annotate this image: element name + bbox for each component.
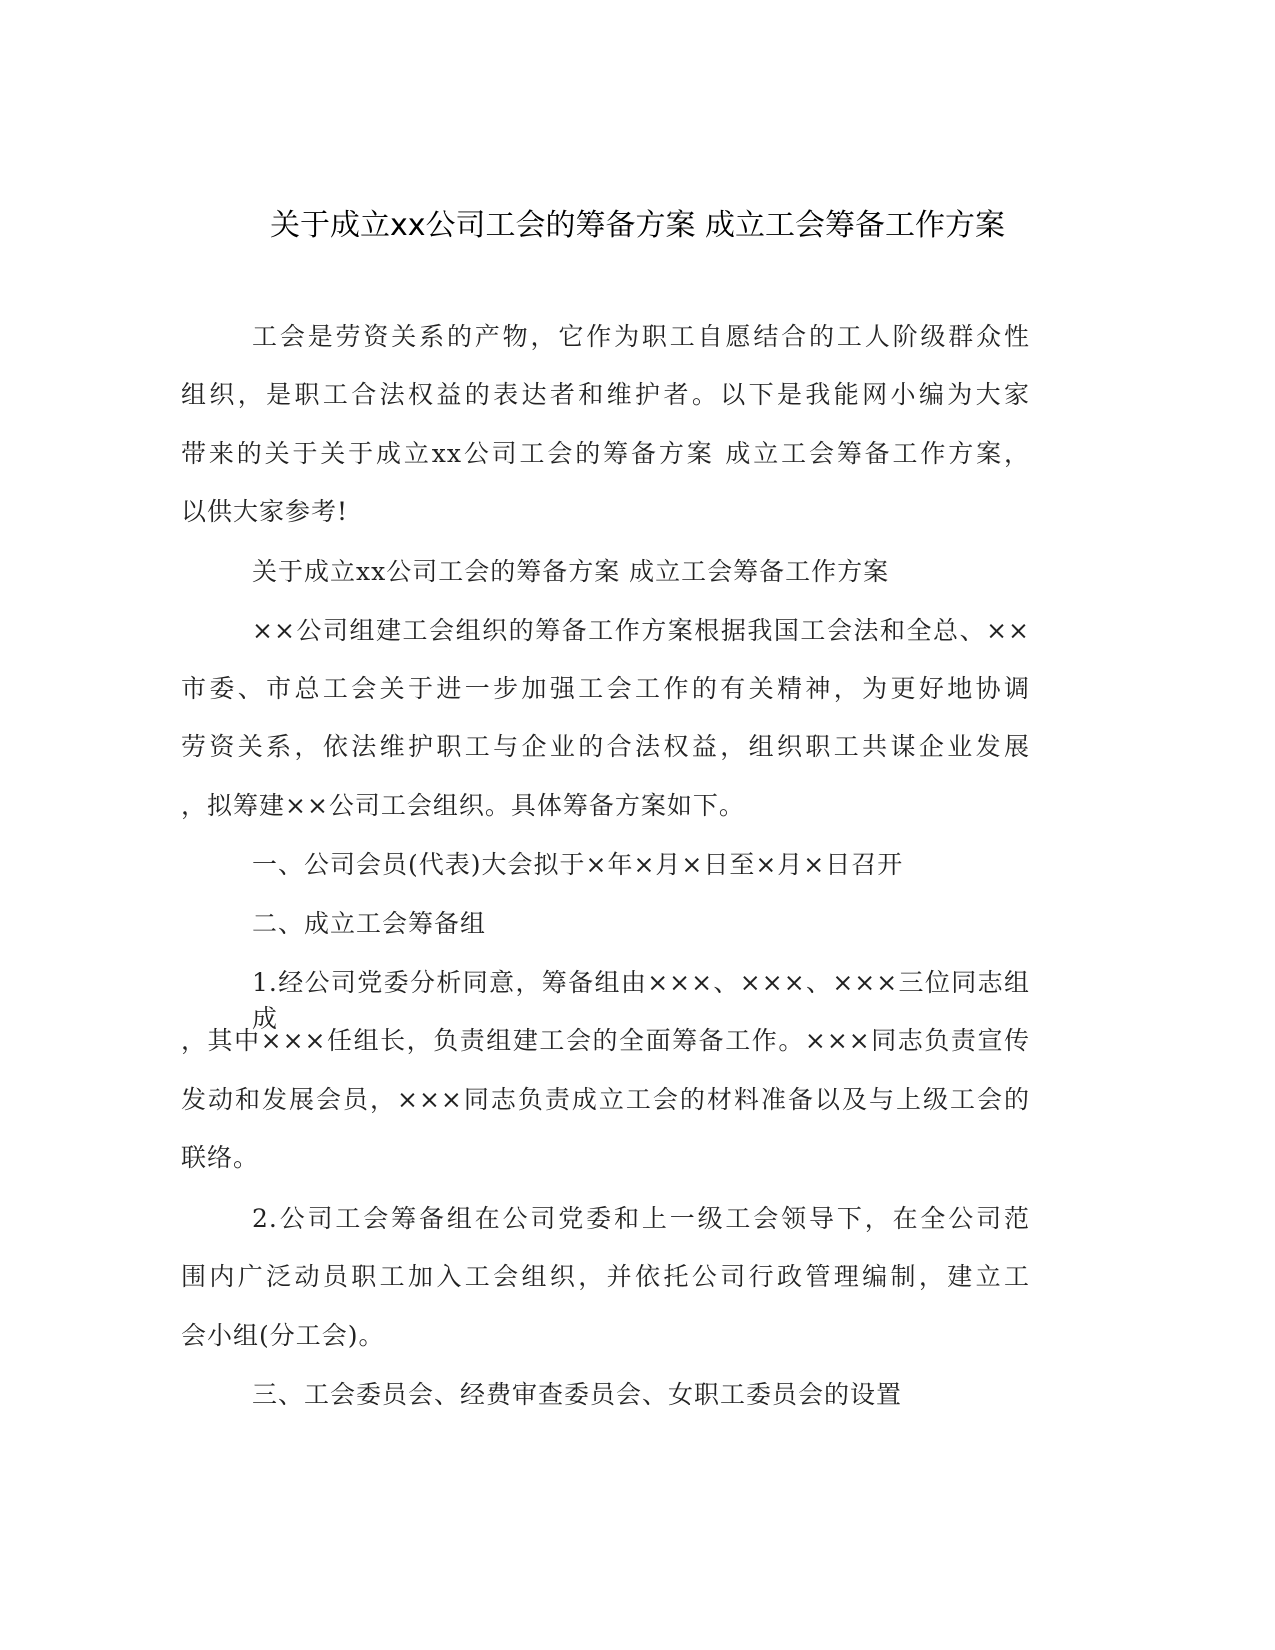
body-line: 围内广泛动员职工加入工会组织，并依托公司行政管理编制，建立工 bbox=[181, 1262, 1030, 1291]
section-heading: 二、成立工会筹备组 bbox=[252, 909, 487, 938]
body-line: 联络。 bbox=[181, 1143, 260, 1172]
body-line: 发动和发展会员，×××同志负责成立工会的材料准备以及与上级工会的 bbox=[181, 1085, 1030, 1114]
section-heading: 一、公司会员(代表)大会拟于×年×月×日至×月×日召开 bbox=[252, 850, 904, 879]
body-line: 2.公司工会筹备组在公司党委和上一级工会领导下，在全公司范 bbox=[252, 1204, 1030, 1233]
body-line: 工会是劳资关系的产物，它作为职工自愿结合的工人阶级群众性 bbox=[252, 322, 1030, 351]
body-line: 组织，是职工合法权益的表达者和维护者。以下是我能网小编为大家 bbox=[181, 380, 1030, 409]
body-line: ××公司组建工会组织的筹备工作方案根据我国工会法和全总、×× bbox=[252, 616, 1030, 645]
body-line: 1.经公司党委分析同意，筹备组由×××、×××、×××三位同志组成 bbox=[252, 968, 1030, 1033]
body-line: ，拟筹建××公司工会组织。具体筹备方案如下。 bbox=[181, 791, 745, 820]
body-line: 市委、市总工会关于进一步加强工会工作的有关精神，为更好地协调 bbox=[181, 674, 1030, 703]
document-title: 关于成立xx公司工会的筹备方案 成立工会筹备工作方案 bbox=[269, 208, 1006, 243]
section-heading: 三、工会委员会、经费审查委员会、女职工委员会的设置 bbox=[252, 1380, 903, 1409]
section-heading: 关于成立xx公司工会的筹备方案 成立工会筹备工作方案 bbox=[252, 557, 890, 586]
body-line: 会小组(分工会)。 bbox=[181, 1321, 385, 1350]
body-line: ，其中×××任组长，负责组建工会的全面筹备工作。×××同志负责宣传 bbox=[181, 1026, 1030, 1055]
body-line: 劳资关系，依法维护职工与企业的合法权益，组织职工共谋企业发展 bbox=[181, 732, 1030, 761]
body-line: 带来的关于关于成立xx公司工会的筹备方案 成立工会筹备工作方案， bbox=[181, 439, 1030, 468]
body-line: 以供大家参考! bbox=[181, 497, 349, 526]
